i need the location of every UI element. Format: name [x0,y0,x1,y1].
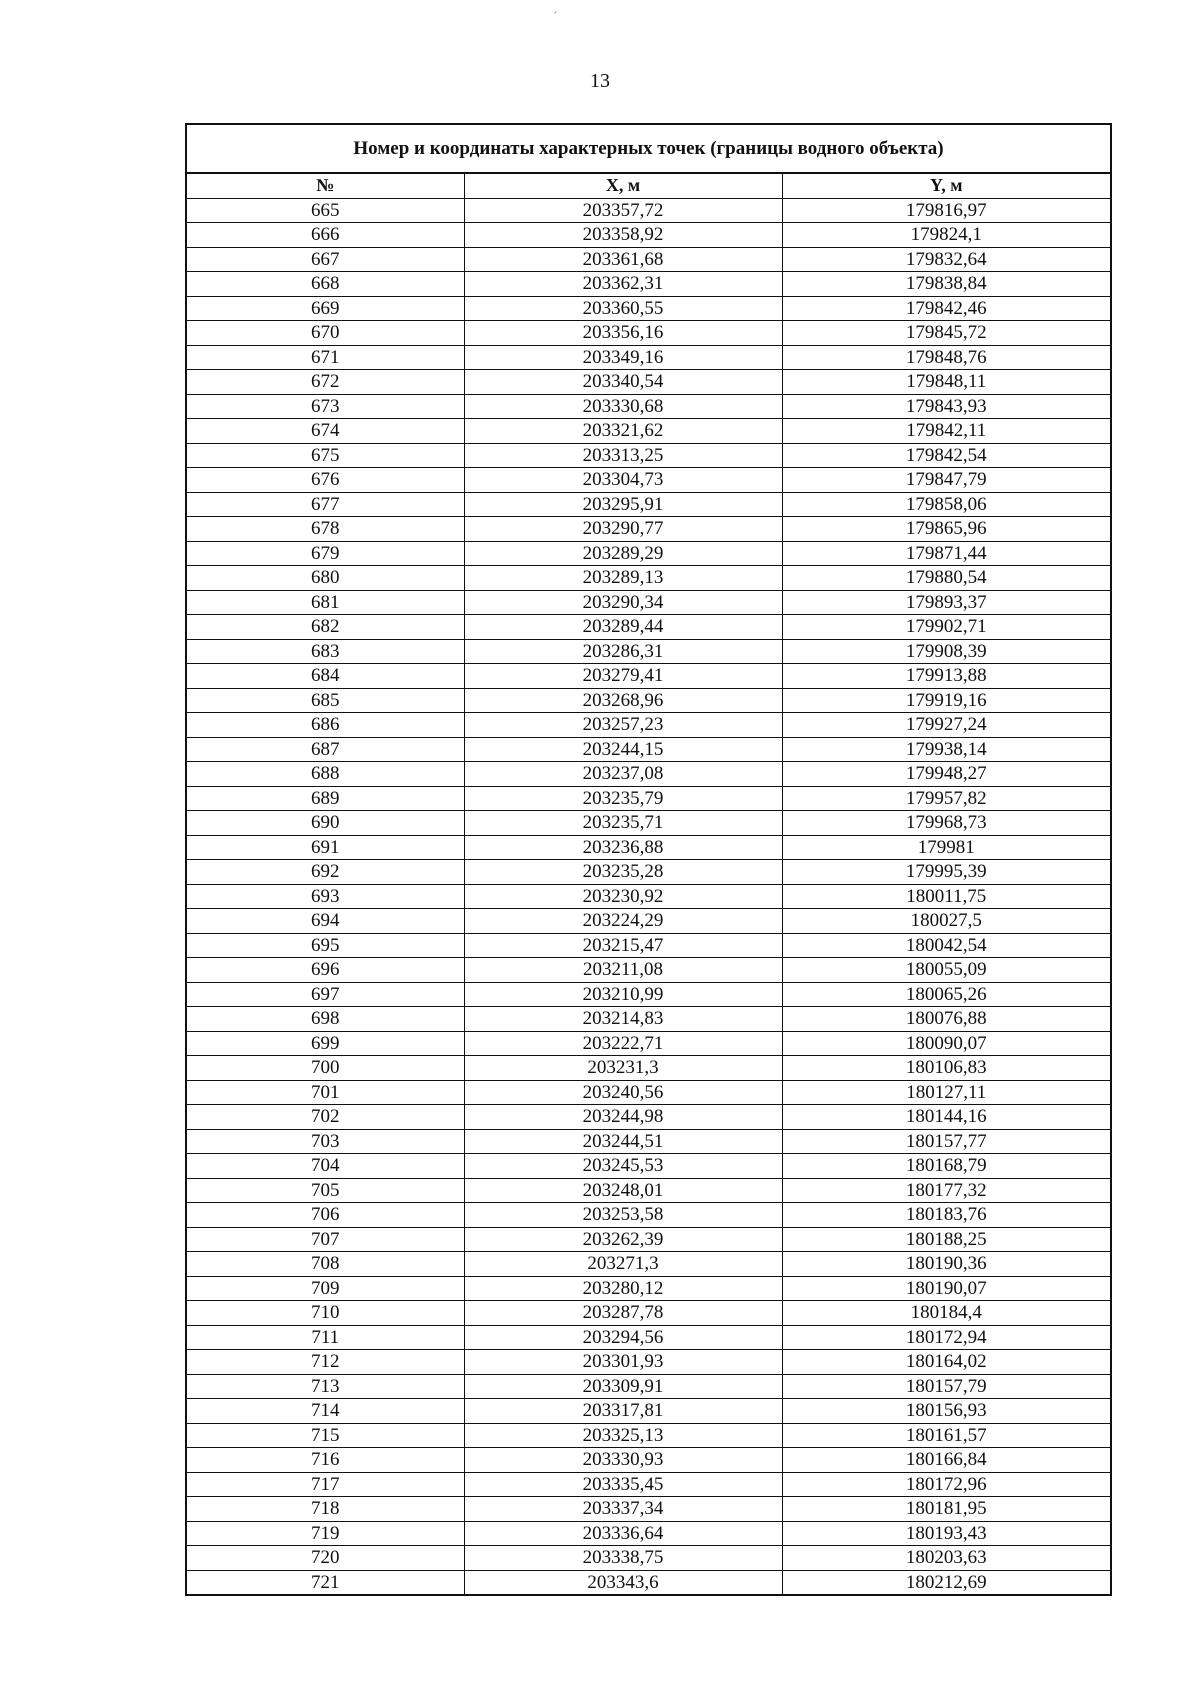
cell-x-coordinate: 203235,71 [464,811,782,836]
cell-point-number: 685 [186,688,464,713]
cell-x-coordinate: 203361,68 [464,247,782,272]
cell-point-number: 697 [186,982,464,1007]
table-row [186,1276,1111,1301]
cell-y-coordinate: 180106,83 [782,1056,1111,1081]
cell-x-coordinate: 203244,51 [464,1129,782,1154]
table-row [186,1325,1111,1350]
cell-x-coordinate: 203235,79 [464,786,782,811]
cell-y-coordinate: 179957,82 [782,786,1111,811]
cell-point-number: 692 [186,860,464,885]
cell-y-coordinate: 180183,76 [782,1203,1111,1228]
table-row [186,909,1111,934]
table-row [186,247,1111,272]
cell-point-number: 670 [186,321,464,346]
cell-y-coordinate: 179842,11 [782,419,1111,444]
table-row [186,1521,1111,1546]
table-row [186,1301,1111,1326]
cell-y-coordinate: 179843,93 [782,394,1111,419]
cell-x-coordinate: 203253,58 [464,1203,782,1228]
cell-point-number: 713 [186,1374,464,1399]
cell-x-coordinate: 203230,92 [464,884,782,909]
cell-y-coordinate: 179847,79 [782,468,1111,493]
cell-point-number: 711 [186,1325,464,1350]
cell-y-coordinate: 180127,11 [782,1080,1111,1105]
table-row [186,419,1111,444]
table-row [186,1007,1111,1032]
table-row [186,835,1111,860]
cell-y-coordinate: 179871,44 [782,541,1111,566]
cell-point-number: 721 [186,1570,464,1595]
cell-y-coordinate: 179842,46 [782,296,1111,321]
cell-point-number: 707 [186,1227,464,1252]
cell-x-coordinate: 203301,93 [464,1350,782,1375]
cell-point-number: 671 [186,345,464,370]
table-row [186,1374,1111,1399]
cell-x-coordinate: 203330,68 [464,394,782,419]
cell-y-coordinate: 180144,16 [782,1105,1111,1130]
table-row [186,541,1111,566]
cell-point-number: 676 [186,468,464,493]
cell-x-coordinate: 203286,31 [464,639,782,664]
cell-x-coordinate: 203289,29 [464,541,782,566]
cell-point-number: 688 [186,762,464,787]
table-row [186,958,1111,983]
cell-point-number: 696 [186,958,464,983]
cell-point-number: 694 [186,909,464,934]
cell-point-number: 680 [186,566,464,591]
cell-y-coordinate: 180042,54 [782,933,1111,958]
cell-point-number: 695 [186,933,464,958]
cell-y-coordinate: 179842,54 [782,443,1111,468]
cell-x-coordinate: 203231,3 [464,1056,782,1081]
cell-point-number: 668 [186,272,464,297]
table-row [186,345,1111,370]
table-row [186,688,1111,713]
cell-point-number: 720 [186,1546,464,1571]
cell-point-number: 710 [186,1301,464,1326]
cell-x-coordinate: 203289,44 [464,615,782,640]
table-row [186,1154,1111,1179]
cell-point-number: 693 [186,884,464,909]
cell-point-number: 698 [186,1007,464,1032]
cell-x-coordinate: 203222,71 [464,1031,782,1056]
table-row [186,272,1111,297]
cell-point-number: 716 [186,1448,464,1473]
table-row [186,1105,1111,1130]
cell-x-coordinate: 203211,08 [464,958,782,983]
cell-y-coordinate: 180172,94 [782,1325,1111,1350]
table-row [186,517,1111,542]
cell-x-coordinate: 203330,93 [464,1448,782,1473]
cell-point-number: 701 [186,1080,464,1105]
cell-point-number: 669 [186,296,464,321]
cell-x-coordinate: 203280,12 [464,1276,782,1301]
cell-x-coordinate: 203357,72 [464,198,782,223]
cell-y-coordinate: 179995,39 [782,860,1111,885]
cell-y-coordinate: 179845,72 [782,321,1111,346]
cell-point-number: 684 [186,664,464,689]
cell-x-coordinate: 203317,81 [464,1399,782,1424]
cell-y-coordinate: 179832,64 [782,247,1111,272]
table-row [186,982,1111,1007]
table-row [186,1080,1111,1105]
table-row [186,713,1111,738]
cell-point-number: 667 [186,247,464,272]
cell-x-coordinate: 203268,96 [464,688,782,713]
cell-y-coordinate: 179908,39 [782,639,1111,664]
table-row [186,443,1111,468]
table-row [186,811,1111,836]
cell-point-number: 673 [186,394,464,419]
cell-x-coordinate: 203338,75 [464,1546,782,1571]
table-row [186,1350,1111,1375]
cell-y-coordinate: 179968,73 [782,811,1111,836]
table-row [186,223,1111,248]
cell-point-number: 689 [186,786,464,811]
table-row [186,737,1111,762]
table-row [186,1497,1111,1522]
cell-point-number: 674 [186,419,464,444]
cell-y-coordinate: 180090,07 [782,1031,1111,1056]
cell-y-coordinate: 180156,93 [782,1399,1111,1424]
table-row [186,492,1111,517]
table-row [186,198,1111,223]
table-row [186,1227,1111,1252]
cell-x-coordinate: 203262,39 [464,1227,782,1252]
cell-x-coordinate: 203245,53 [464,1154,782,1179]
cell-point-number: 672 [186,370,464,395]
cell-y-coordinate: 180190,07 [782,1276,1111,1301]
cell-x-coordinate: 203313,25 [464,443,782,468]
table-caption-row [186,124,1111,173]
cell-y-coordinate: 180157,79 [782,1374,1111,1399]
cell-y-coordinate: 179838,84 [782,272,1111,297]
cell-y-coordinate: 179948,27 [782,762,1111,787]
cell-y-coordinate: 179848,76 [782,345,1111,370]
cell-point-number: 709 [186,1276,464,1301]
table-row [186,639,1111,664]
cell-x-coordinate: 203215,47 [464,933,782,958]
table-row [186,370,1111,395]
cell-x-coordinate: 203224,29 [464,909,782,934]
cell-x-coordinate: 203287,78 [464,1301,782,1326]
cell-y-coordinate: 180168,79 [782,1154,1111,1179]
cell-x-coordinate: 203349,16 [464,345,782,370]
table-caption: Номер и координаты характерных точек (границы водного объекта) [186,124,1111,173]
cell-y-coordinate: 179824,1 [782,223,1111,248]
cell-x-coordinate: 203337,34 [464,1497,782,1522]
cell-point-number: 705 [186,1178,464,1203]
cell-point-number: 717 [186,1472,464,1497]
cell-point-number: 687 [186,737,464,762]
cell-y-coordinate: 179848,11 [782,370,1111,395]
table-row [186,1031,1111,1056]
cell-point-number: 714 [186,1399,464,1424]
cell-y-coordinate: 180193,43 [782,1521,1111,1546]
cell-y-coordinate: 180184,4 [782,1301,1111,1326]
cell-y-coordinate: 180161,57 [782,1423,1111,1448]
table-row [186,1203,1111,1228]
table-row [186,321,1111,346]
cell-y-coordinate: 180212,69 [782,1570,1111,1595]
table-row [186,664,1111,689]
cell-y-coordinate: 179816,97 [782,198,1111,223]
cell-point-number: 691 [186,835,464,860]
cell-point-number: 715 [186,1423,464,1448]
table-row [186,1570,1111,1595]
cell-y-coordinate: 179893,37 [782,590,1111,615]
cell-y-coordinate: 180181,95 [782,1497,1111,1522]
table-row [186,590,1111,615]
cell-point-number: 666 [186,223,464,248]
cell-x-coordinate: 203336,64 [464,1521,782,1546]
cell-y-coordinate: 180027,5 [782,909,1111,934]
cell-x-coordinate: 203325,13 [464,1423,782,1448]
cell-point-number: 681 [186,590,464,615]
cell-y-coordinate: 180166,84 [782,1448,1111,1473]
cell-point-number: 702 [186,1105,464,1130]
table-row [186,1178,1111,1203]
cell-y-coordinate: 180157,77 [782,1129,1111,1154]
cell-point-number: 703 [186,1129,464,1154]
table-row [186,566,1111,591]
cell-y-coordinate: 179858,06 [782,492,1111,517]
cell-x-coordinate: 203343,6 [464,1570,782,1595]
coordinates-table [185,123,1112,1596]
cell-y-coordinate: 179981 [782,835,1111,860]
table-row [186,1546,1111,1571]
cell-y-coordinate: 179938,14 [782,737,1111,762]
cell-point-number: 682 [186,615,464,640]
cell-x-coordinate: 203279,41 [464,664,782,689]
cell-point-number: 683 [186,639,464,664]
cell-y-coordinate: 179913,88 [782,664,1111,689]
cell-y-coordinate: 180055,09 [782,958,1111,983]
table-row [186,884,1111,909]
cell-x-coordinate: 203358,92 [464,223,782,248]
table-header-row [186,173,1111,198]
cell-point-number: 704 [186,1154,464,1179]
table-row [186,1056,1111,1081]
cell-x-coordinate: 203244,15 [464,737,782,762]
cell-x-coordinate: 203340,54 [464,370,782,395]
table-row [186,762,1111,787]
cell-x-coordinate: 203335,45 [464,1472,782,1497]
page-number: 13 [590,70,610,92]
cell-x-coordinate: 203214,83 [464,1007,782,1032]
cell-y-coordinate: 180076,88 [782,1007,1111,1032]
cell-point-number: 675 [186,443,464,468]
cell-point-number: 690 [186,811,464,836]
cell-x-coordinate: 203294,56 [464,1325,782,1350]
cell-point-number: 665 [186,198,464,223]
cell-y-coordinate: 180188,25 [782,1227,1111,1252]
cell-point-number: 678 [186,517,464,542]
table-row [186,1252,1111,1277]
column-header-y: Y, м [782,173,1111,198]
cell-y-coordinate: 180164,02 [782,1350,1111,1375]
cell-y-coordinate: 180203,63 [782,1546,1111,1571]
cell-x-coordinate: 203290,77 [464,517,782,542]
table-row [186,615,1111,640]
table-row [186,860,1111,885]
cell-y-coordinate: 180177,32 [782,1178,1111,1203]
column-header-x: X, м [464,173,782,198]
table-row [186,1472,1111,1497]
table-body [186,198,1111,1595]
cell-x-coordinate: 203271,3 [464,1252,782,1277]
cell-point-number: 699 [186,1031,464,1056]
cell-x-coordinate: 203235,28 [464,860,782,885]
cell-y-coordinate: 179919,16 [782,688,1111,713]
cell-x-coordinate: 203236,88 [464,835,782,860]
cell-x-coordinate: 203321,62 [464,419,782,444]
cell-x-coordinate: 203356,16 [464,321,782,346]
cell-y-coordinate: 180011,75 [782,884,1111,909]
cell-x-coordinate: 203289,13 [464,566,782,591]
cell-y-coordinate: 179927,24 [782,713,1111,738]
table-row [186,1448,1111,1473]
cell-x-coordinate: 203240,56 [464,1080,782,1105]
cell-x-coordinate: 203309,91 [464,1374,782,1399]
cell-point-number: 686 [186,713,464,738]
cell-x-coordinate: 203210,99 [464,982,782,1007]
cell-x-coordinate: 203237,08 [464,762,782,787]
table-row [186,1423,1111,1448]
cell-point-number: 718 [186,1497,464,1522]
cell-x-coordinate: 203244,98 [464,1105,782,1130]
cell-y-coordinate: 179880,54 [782,566,1111,591]
cell-point-number: 677 [186,492,464,517]
cell-x-coordinate: 203257,23 [464,713,782,738]
cell-y-coordinate: 180172,96 [782,1472,1111,1497]
table-row [186,933,1111,958]
cell-point-number: 719 [186,1521,464,1546]
cell-y-coordinate: 179902,71 [782,615,1111,640]
cell-x-coordinate: 203290,34 [464,590,782,615]
cell-point-number: 706 [186,1203,464,1228]
cell-point-number: 708 [186,1252,464,1277]
table-row [186,1129,1111,1154]
cell-y-coordinate: 179865,96 [782,517,1111,542]
cell-x-coordinate: 203304,73 [464,468,782,493]
cell-x-coordinate: 203362,31 [464,272,782,297]
cell-x-coordinate: 203295,91 [464,492,782,517]
table-row [186,1399,1111,1424]
table-row [186,394,1111,419]
cell-y-coordinate: 180065,26 [782,982,1111,1007]
cell-point-number: 712 [186,1350,464,1375]
scan-speck: ´ [553,10,558,25]
cell-x-coordinate: 203360,55 [464,296,782,321]
table-row [186,468,1111,493]
column-header-number: № [186,173,464,198]
cell-point-number: 679 [186,541,464,566]
cell-point-number: 700 [186,1056,464,1081]
cell-y-coordinate: 180190,36 [782,1252,1111,1277]
cell-x-coordinate: 203248,01 [464,1178,782,1203]
table-row [186,296,1111,321]
table-row [186,786,1111,811]
